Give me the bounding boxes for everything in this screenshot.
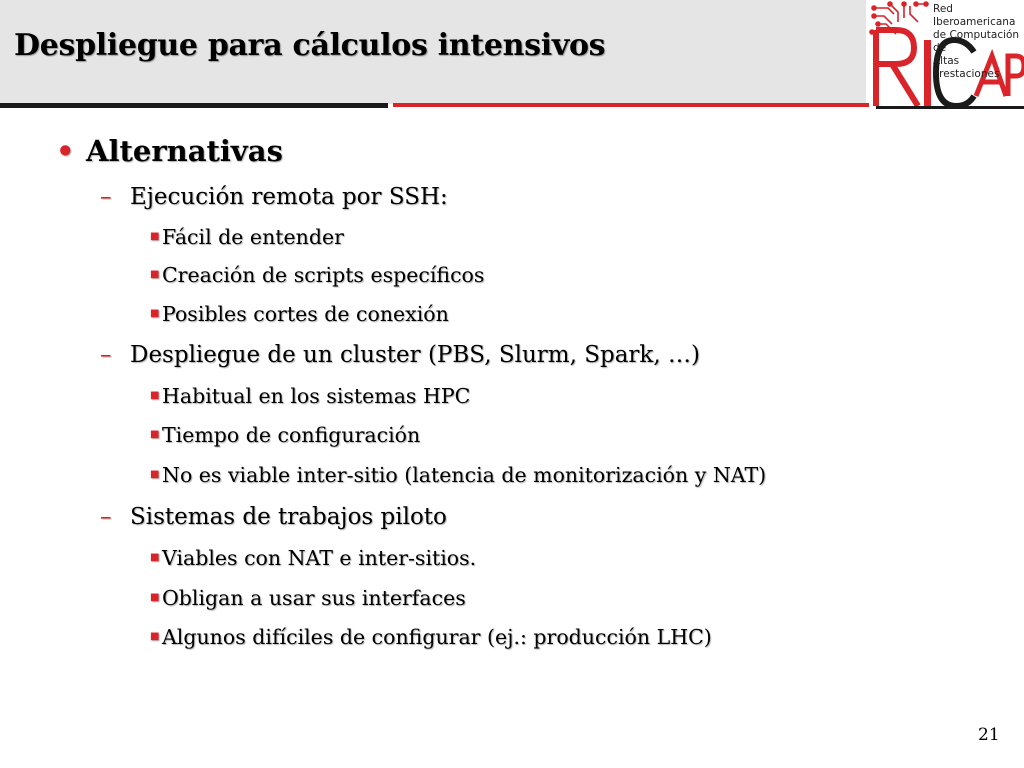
square-bullet-icon: ■	[150, 592, 160, 603]
page-number: 21	[978, 725, 1000, 745]
dash-icon: –	[100, 342, 112, 368]
list-item	[150, 546, 476, 570]
square-bullet-icon: ■	[150, 390, 160, 401]
list-item	[150, 625, 712, 649]
square-bullet-icon: ■	[150, 269, 160, 280]
list-item-text: Habitual en los sistemas HPC	[162, 384, 471, 408]
section-item	[100, 342, 700, 368]
heading-item	[56, 134, 283, 168]
list-item	[150, 302, 449, 326]
slide-title: Despliegue para cálculos intensivos	[14, 28, 606, 63]
dash-icon: –	[100, 504, 112, 530]
list-item-text: Fácil de entender	[162, 225, 344, 249]
square-bullet-icon: ■	[150, 552, 160, 563]
list-item	[150, 423, 420, 447]
list-item	[150, 263, 484, 287]
section-label: Despliegue de un cluster (PBS, Slurm, Spark, …)	[130, 342, 700, 368]
section-item	[100, 504, 447, 530]
list-item-text: Tiempo de configuración	[162, 423, 421, 447]
square-bullet-icon: ■	[150, 429, 160, 440]
dash-icon: –	[100, 184, 112, 210]
square-bullet-icon: ■	[150, 469, 160, 480]
list-item	[150, 463, 766, 487]
logo-caption: Red Iberoamericana de Computación de Altas Prestaciones	[933, 3, 1020, 80]
section-item	[100, 184, 448, 210]
list-item	[150, 225, 344, 249]
list-item-text: Creación de scripts específicos	[162, 263, 485, 287]
section-label: Ejecución remota por SSH:	[130, 184, 448, 210]
list-item-text: No es viable inter-sitio (latencia de monitorización y NAT)	[162, 463, 767, 487]
list-item-text: Obligan a usar sus interfaces	[162, 586, 466, 610]
list-item-text: Posibles cortes de conexión	[162, 302, 449, 326]
list-item-text: Algunos difíciles de configurar (ej.: producción LHC)	[162, 625, 712, 649]
square-bullet-icon: ■	[150, 631, 160, 642]
list-item	[150, 586, 466, 610]
heading-text: Alternativas	[86, 134, 283, 168]
list-item	[150, 384, 470, 408]
list-item-text: Viables con NAT e inter-sitios.	[162, 546, 477, 570]
square-bullet-icon: ■	[150, 231, 160, 242]
square-bullet-icon: ■	[150, 308, 160, 319]
section-label: Sistemas de trabajos piloto	[130, 504, 447, 530]
bullet-icon: •	[56, 134, 75, 168]
